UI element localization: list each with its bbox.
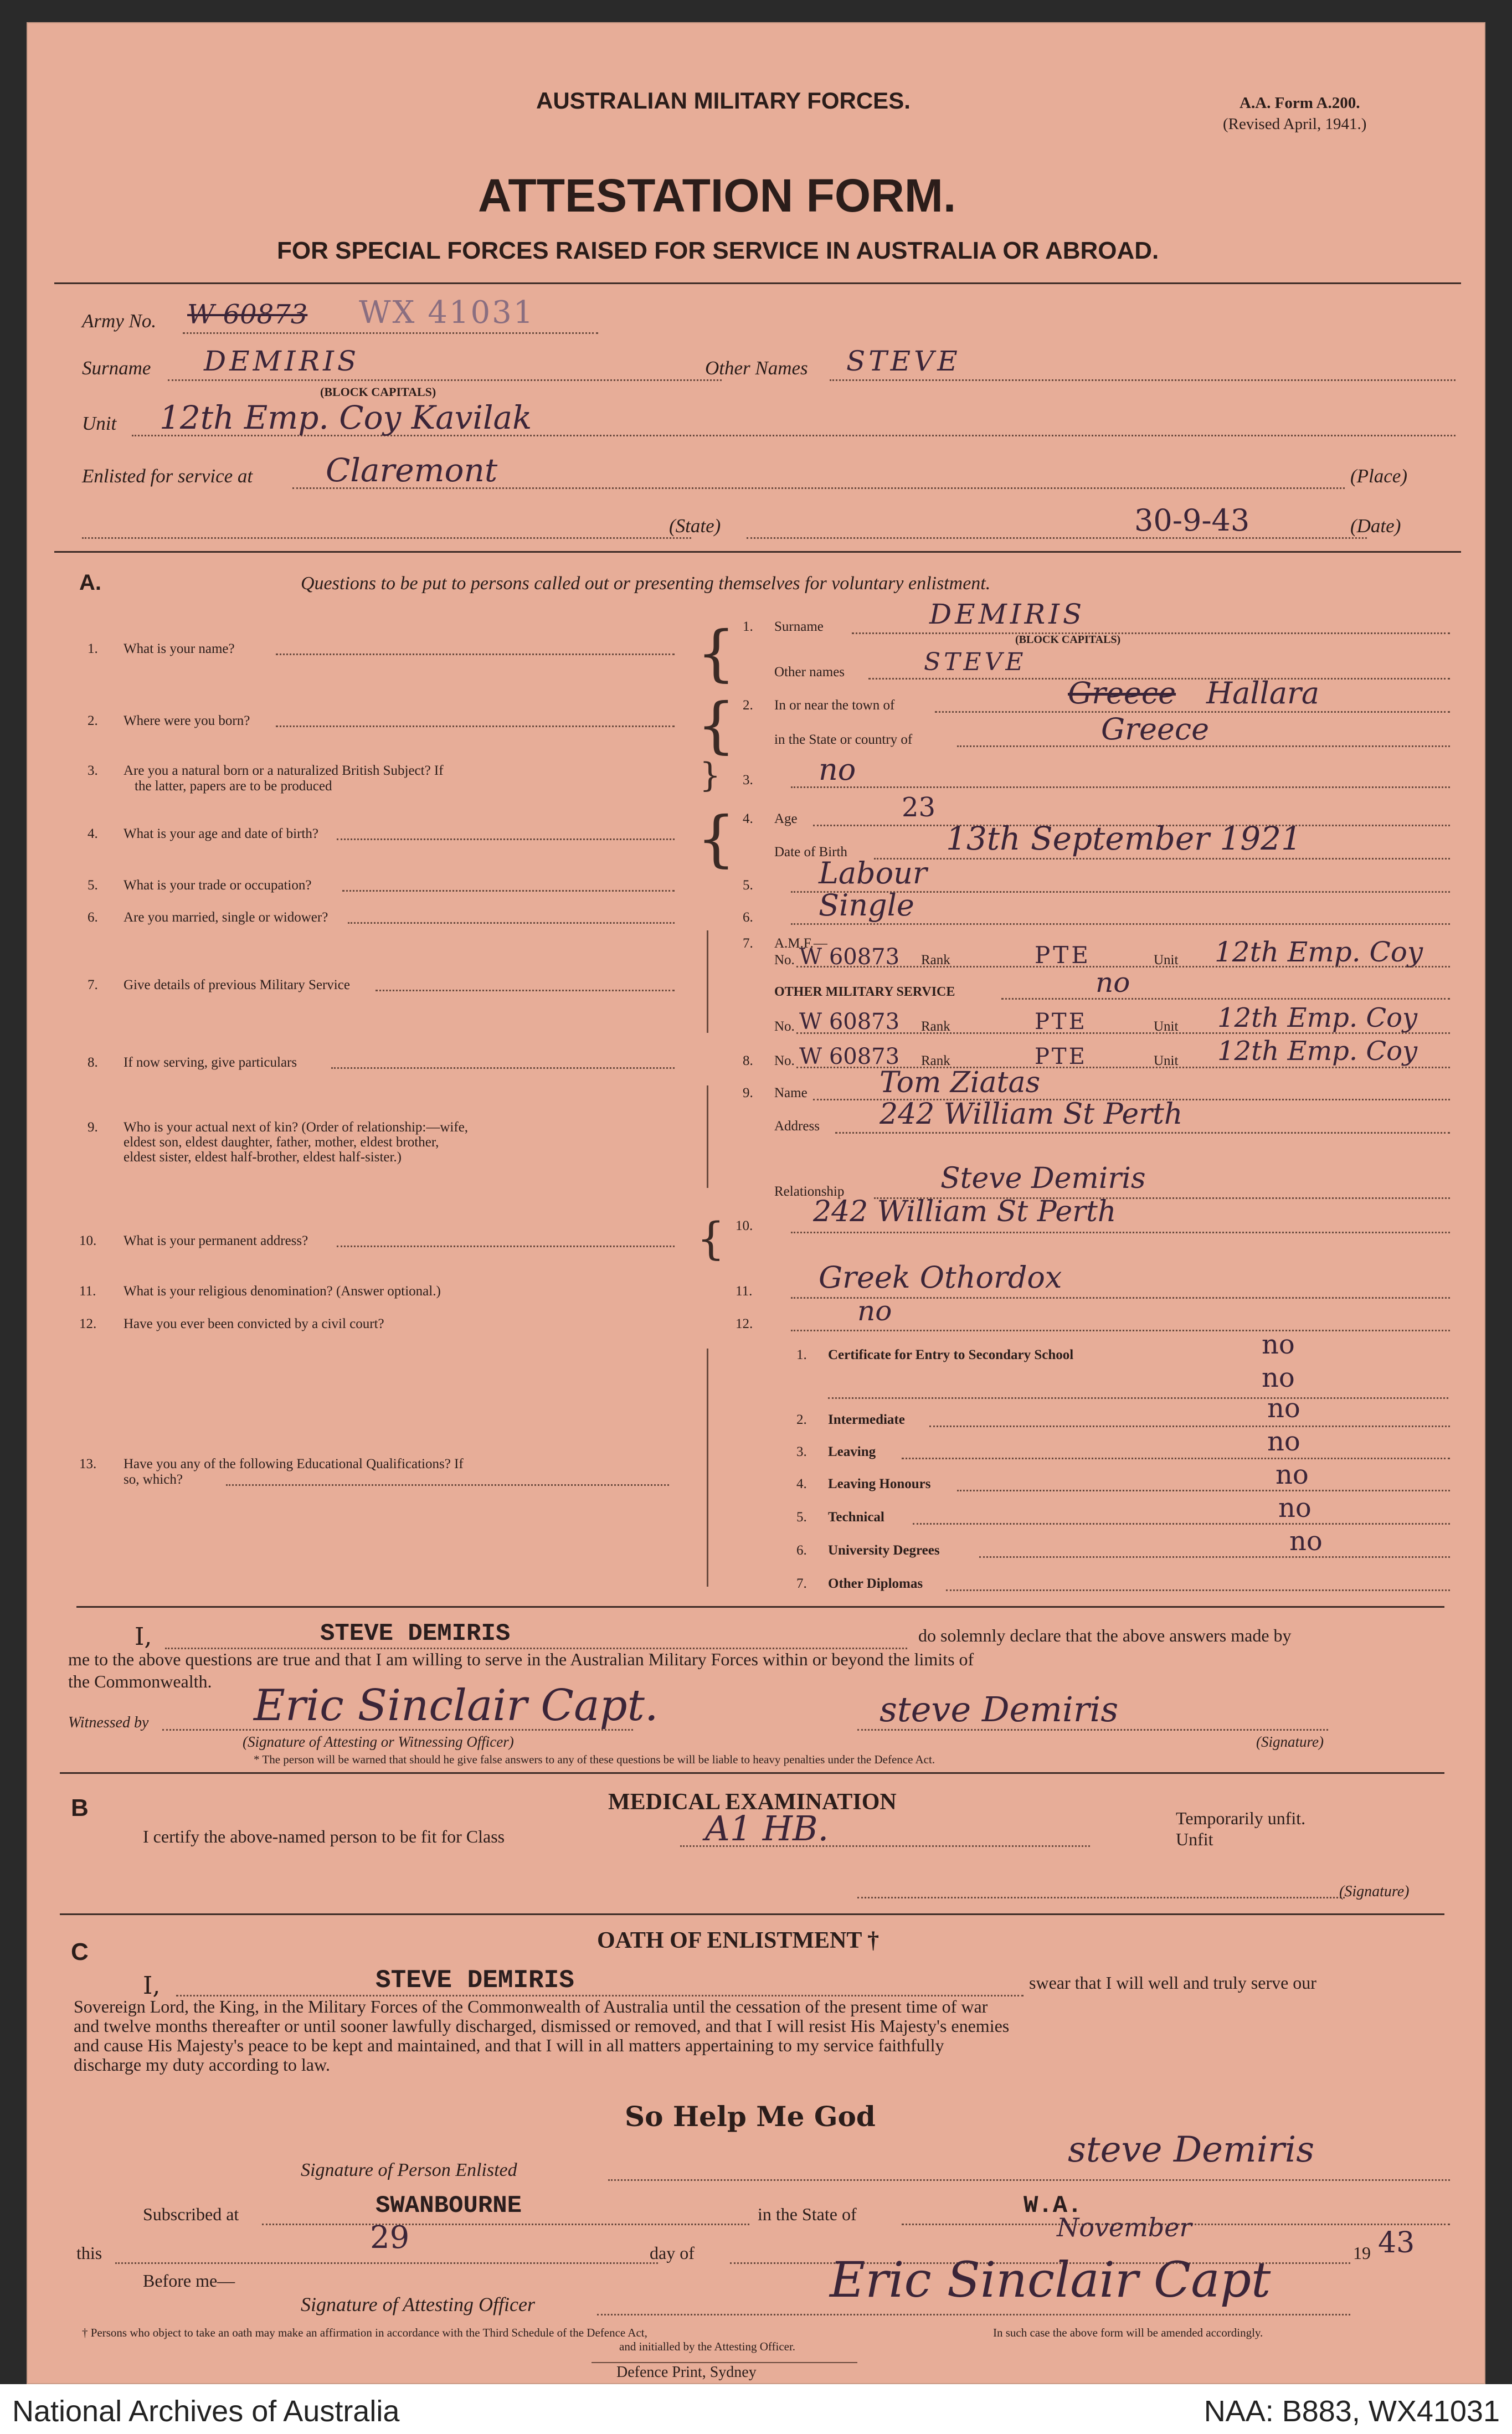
q13-leader	[226, 1484, 669, 1486]
edu1-number: 1.	[796, 1347, 807, 1362]
declaration-text-1: do solemnly declare that the above answers made by	[918, 1625, 1292, 1645]
nok-addr-label: Address	[774, 1119, 820, 1134]
edu7-label: Other Diplomas	[828, 1576, 923, 1591]
edu3-value: no	[1267, 1426, 1300, 1457]
a11-number: 11.	[736, 1284, 753, 1299]
a2-number: 2.	[743, 698, 753, 713]
a3-number: 3.	[743, 773, 753, 788]
medical-signature-caption: (Signature)	[1339, 1883, 1410, 1900]
a8-no-label: No.	[774, 1053, 795, 1068]
witness-signature: Eric Sinclair Capt.	[254, 1681, 659, 1731]
a4-number: 4.	[743, 811, 753, 826]
edu4-label: Leaving Honours	[828, 1476, 931, 1491]
oath-name: STEVE DEMIRIS	[376, 1966, 574, 1995]
unfit-label: Unfit	[1176, 1829, 1213, 1849]
a9-number: 9.	[743, 1085, 753, 1100]
edu5-value: no	[1278, 1493, 1312, 1524]
q3-brace: }	[700, 756, 721, 795]
this-label: this	[76, 2243, 102, 2263]
day-line	[115, 2262, 658, 2264]
a4-dob-label: Date of Birth	[774, 845, 847, 860]
a8-unit-value: 12th Emp. Coy	[1217, 1036, 1418, 1067]
a5-value: Labour	[819, 856, 927, 891]
q10-text: What is your permanent address?	[124, 1233, 308, 1248]
q3-text-a: Are you a natural born or a naturalized British Subject? If	[124, 763, 444, 778]
a7b-rank-label: Rank	[921, 1019, 950, 1034]
army-no-label: Army No.	[82, 310, 157, 332]
attesting-sig-caption: (Signature of Attesting or Witnessing Officer)	[243, 1733, 514, 1750]
edu3-line	[902, 1458, 1450, 1459]
section-c-letter: C	[71, 1938, 89, 1965]
a12-number: 12.	[736, 1316, 753, 1331]
place-label: (Place)	[1350, 465, 1407, 487]
a6-line	[791, 923, 1450, 925]
q12-number: 12.	[79, 1316, 97, 1331]
q13-bracket	[707, 1349, 708, 1587]
section-b-letter: B	[71, 1794, 89, 1821]
a8-unit-label: Unit	[1154, 1053, 1179, 1068]
declaration-divider	[76, 1606, 1444, 1608]
edu6-value: no	[1289, 1526, 1323, 1557]
a2-state-value: Greece	[1101, 712, 1210, 747]
surname-label: Surname	[82, 357, 151, 379]
army-no-line	[183, 332, 598, 334]
q9-text-c: eldest sister, eldest half-brother, eldest half-sister.)	[124, 1150, 402, 1165]
surname-value: DEMIRIS	[204, 345, 360, 377]
q4-text: What is your age and date of birth?	[124, 826, 318, 841]
q8-text: If now serving, give particulars	[124, 1055, 297, 1070]
unit-label: Unit	[82, 413, 117, 434]
q2-leader	[276, 725, 675, 727]
oath-para-1: Sovereign Lord, the King, in the Military Forces of the Commonwealth of Australia until the cessation of the present time of war	[74, 1996, 988, 2016]
q10-number: 10.	[79, 1233, 97, 1248]
a8-rank-value: PTE	[1035, 1044, 1087, 1069]
so-help-me-god: So Help Me God	[625, 2100, 876, 2133]
forces-heading: AUSTRALIAN MILITARY FORCES.	[536, 88, 911, 114]
q4-number: 4.	[88, 826, 98, 841]
a12-line	[791, 1330, 1450, 1331]
sig-enlisted-line	[608, 2179, 1450, 2181]
oath-i: I,	[143, 1972, 161, 2000]
other-mil-label: OTHER MILITARY SERVICE	[774, 985, 955, 999]
q5-leader	[342, 890, 675, 892]
nok-addr-value: 242 William St Perth	[880, 1098, 1183, 1131]
a12-value: no	[857, 1295, 892, 1327]
edu1b-value: no	[1262, 1362, 1295, 1393]
archive-name: National Archives of Australia	[12, 2395, 400, 2428]
q7-leader	[376, 990, 675, 991]
other-mil-line	[1001, 998, 1450, 1000]
header-divider	[54, 282, 1461, 284]
a7-number: 7.	[743, 936, 753, 951]
edu1b-line	[828, 1397, 1448, 1399]
state-label: (State)	[669, 515, 721, 537]
attestation-form-sheet	[27, 22, 1485, 2384]
a6-number: 6.	[743, 910, 753, 925]
edu2-value: no	[1267, 1393, 1300, 1424]
army-no-value: W 60873	[187, 299, 308, 330]
edu6-number: 6.	[796, 1543, 807, 1558]
oath-para-4: discharge my duty according to law.	[74, 2055, 330, 2075]
edu7-number: 7.	[796, 1576, 807, 1591]
q1-brace: {	[697, 617, 736, 688]
q8-leader	[331, 1067, 675, 1069]
signature-caption: (Signature)	[1256, 1733, 1324, 1750]
a2-town-label: In or near the town of	[774, 698, 895, 713]
section-a-divider	[54, 551, 1461, 553]
a1-number: 1.	[743, 619, 753, 634]
a2-state-label: in the State or country of	[774, 732, 913, 747]
q11-text: What is your religious denomination? (Answer optional.)	[124, 1284, 441, 1299]
q3-text-b: the latter, papers are to be produced	[135, 779, 332, 794]
q1-leader	[276, 653, 675, 655]
q5-number: 5.	[88, 878, 98, 893]
q6-number: 6.	[88, 910, 98, 925]
edu3-number: 3.	[796, 1444, 807, 1459]
oath-footnote-2: In such case the above form will be amended accordingly.	[993, 2326, 1263, 2339]
q7-number: 7.	[88, 977, 98, 992]
nok-name-value: Tom Ziatas	[880, 1066, 1041, 1099]
edu1-label: Certificate for Entry to Secondary School	[828, 1347, 1074, 1362]
edu2-label: Intermediate	[828, 1412, 905, 1427]
oath-swear-text: swear that I will well and truly serve our	[1029, 1973, 1316, 1993]
a7-no-label: No.	[774, 953, 795, 968]
sig-officer-line	[597, 2314, 1350, 2315]
section-c-divider	[60, 1913, 1444, 1915]
year-value: 43	[1378, 2226, 1415, 2260]
q11-number: 11.	[79, 1284, 96, 1299]
before-me-label: Before me—	[143, 2271, 235, 2291]
a8-rank-label: Rank	[921, 1053, 950, 1068]
a8-number: 8.	[743, 1053, 753, 1068]
medical-certify-text: I certify the above-named person to be fit for Class	[143, 1826, 505, 1846]
day-value: 29	[370, 2220, 410, 2256]
a8-no-value: W 60873	[799, 1044, 900, 1069]
section-b-heading: MEDICAL EXAMINATION	[608, 1789, 897, 1815]
declaration-text-2: me to the above questions are true and that I am willing to serve in the Australian Military Forces within or beyond the limits of	[68, 1649, 974, 1669]
sig-officer-value: Eric Sinclair Capt	[830, 2251, 1271, 2308]
edu2-number: 2.	[796, 1412, 807, 1427]
nok-rel-label: Relationship	[774, 1184, 845, 1199]
a7-rank-value: PTE	[1035, 941, 1091, 969]
q12-text: Have you ever been convicted by a civil court?	[124, 1316, 384, 1331]
section-b-divider	[60, 1772, 1444, 1774]
unit-value: 12th Emp. Coy Kavilak	[160, 399, 532, 436]
a10-line	[791, 1232, 1450, 1233]
nok-addr-line	[835, 1132, 1450, 1134]
edu6-line	[979, 1556, 1450, 1558]
medical-class-value: A1 HB.	[705, 1808, 829, 1849]
subscribed-line	[262, 2224, 749, 2225]
section-a-letter: A.	[79, 570, 101, 595]
enlisted-label: Enlisted for service at	[82, 465, 253, 487]
date-value: 30-9-43	[1134, 503, 1250, 538]
nok-name-label: Name	[774, 1085, 808, 1100]
declaration-text-3: the Commonwealth.	[68, 1671, 212, 1691]
army-no-overstamp: WX 41031	[359, 295, 535, 331]
q9-number: 9.	[88, 1120, 98, 1135]
q6-text: Are you married, single or widower?	[124, 910, 328, 925]
q10-leader	[337, 1246, 675, 1247]
q2-text: Where were you born?	[124, 713, 250, 728]
q6-leader	[348, 922, 675, 924]
printer-imprint: Defence Print, Sydney	[616, 2364, 757, 2381]
a7b-no-label: No.	[774, 1019, 795, 1034]
q8-number: 8.	[88, 1055, 98, 1070]
sig-enlisted-label: Signature of Person Enlisted	[301, 2160, 517, 2180]
edu6-label: University Degrees	[828, 1543, 940, 1558]
q13-text-b: so, which?	[124, 1472, 183, 1487]
declaration-name: STEVE DEMIRIS	[320, 1620, 511, 1648]
q3-number: 3.	[88, 763, 98, 778]
year-prefix: 19	[1353, 2243, 1371, 2263]
a7b-unit-label: Unit	[1154, 1019, 1179, 1034]
a1-surname-value: DEMIRIS	[929, 598, 1086, 630]
q1-text: What is your name?	[124, 641, 235, 656]
edu5-label: Technical	[828, 1510, 884, 1525]
edu4-line	[957, 1490, 1450, 1491]
declarant-signature: steve Demiris	[880, 1689, 1119, 1730]
a1-surname-label: Surname	[774, 619, 824, 634]
other-names-line	[830, 379, 1456, 381]
a7-rank-label: Rank	[921, 953, 950, 968]
temporarily-unfit-label: Temporarily unfit.	[1176, 1808, 1306, 1828]
a7b-unit-value: 12th Emp. Coy	[1217, 1002, 1418, 1033]
surname-line	[168, 379, 722, 381]
q5-text: What is your trade or occupation?	[124, 878, 312, 893]
other-names-value: STEVE	[846, 345, 961, 377]
a7b-no-value: W 60873	[799, 1009, 900, 1035]
q10-brace: {	[697, 1213, 725, 1264]
declaration-warning: * The person will be warned that should he give false answers to any of these questions be will be liable to heavy penalties under the Defence Act.	[254, 1753, 935, 1766]
a11-value: Greek Othordox	[819, 1260, 1062, 1295]
a6-value: Single	[819, 888, 914, 923]
a4-age-label: Age	[774, 811, 798, 826]
other-mil-value: no	[1096, 966, 1130, 999]
date-label: (Date)	[1350, 515, 1401, 537]
a1-other-label: Other names	[774, 665, 845, 680]
subscribed-label: Subscribed at	[143, 2204, 239, 2224]
edu2-line	[929, 1426, 1450, 1427]
a7-no-value: W 60873	[799, 944, 900, 970]
form-number: A.A. Form A.200.	[1240, 94, 1360, 112]
q4-brace: {	[697, 803, 736, 874]
a7b-line	[796, 1032, 1450, 1034]
oath-footnote-1b: and initialled by the Attesting Officer.	[619, 2340, 796, 2353]
a7b-rank-value: PTE	[1035, 1009, 1087, 1035]
amf-label: A.M.F.—	[774, 936, 827, 951]
oath-para-3: and cause His Majesty's peace to be kept and maintained, and that I will in all matters appertaining to my service faithfully	[74, 2035, 944, 2055]
edu4-number: 4.	[796, 1476, 807, 1491]
other-names-label: Other Names	[705, 357, 808, 379]
a1-surname-line	[852, 632, 1450, 634]
sig-officer-label: Signature of Attesting Officer	[301, 2293, 535, 2315]
q2-number: 2.	[88, 713, 98, 728]
enlisted-place-value: Claremont	[326, 451, 498, 489]
section-a-heading: Questions to be put to persons called out or presenting themselves for voluntary enlistment.	[301, 573, 991, 594]
a5-number: 5.	[743, 878, 753, 893]
a3-line	[791, 786, 1450, 788]
nok-rel-value: Steve Demiris	[940, 1162, 1146, 1195]
month-value: November	[1057, 2212, 1192, 2242]
day-of-label: day of	[650, 2243, 695, 2263]
date-line	[747, 537, 1367, 539]
printer-rule	[592, 2362, 857, 2363]
block-capitals-note: (BLOCK CAPITALS)	[320, 385, 436, 399]
witnessed-label: Witnessed by	[68, 1714, 149, 1731]
a7-unit-label: Unit	[1154, 953, 1179, 968]
q7-bracket	[707, 930, 708, 1033]
a4-dob-line	[874, 858, 1450, 860]
archive-reference: NAA: B883, WX41031	[1204, 2395, 1500, 2428]
a4-age-value: 23	[902, 792, 936, 823]
archive-footer	[0, 2384, 1512, 2434]
edu3-label: Leaving	[828, 1444, 876, 1459]
oath-footnote-1: † Persons who object to take an oath may make an affirmation in accordance with the Third Schedule of the Defence Act,	[82, 2326, 647, 2339]
edu4-value: no	[1276, 1459, 1309, 1490]
state-line	[82, 537, 691, 539]
state-value: W.A.	[1024, 2192, 1082, 2220]
declaration-i: I,	[135, 1623, 152, 1651]
a3-value: no	[819, 752, 856, 787]
edu7-line	[946, 1589, 1450, 1591]
medical-signature-line	[857, 1897, 1345, 1898]
edu5-line	[913, 1523, 1450, 1525]
a2-town-struck: Greece	[1068, 676, 1176, 711]
subscribed-value: SWANBOURNE	[376, 2192, 522, 2220]
a1-block-capitals: (BLOCK CAPITALS)	[1015, 634, 1121, 646]
edu5-number: 5.	[796, 1510, 807, 1525]
in-state-label: in the State of	[758, 2204, 857, 2224]
q1-number: 1.	[88, 641, 98, 656]
page-subtitle: FOR SPECIAL FORCES RAISED FOR SERVICE IN AUSTRALIA OR ABROAD.	[277, 237, 1159, 264]
q13-text-a: Have you any of the following Educational Qualifications? If	[124, 1457, 464, 1471]
q9-text-a: Who is your actual next of kin? (Order of relationship:—wife,	[124, 1120, 469, 1135]
a10-value: 242 William St Perth	[813, 1195, 1117, 1228]
a1-other-value: STEVE	[924, 648, 1027, 676]
q9-bracket	[707, 1085, 708, 1188]
sig-enlisted-value: steve Demiris	[1068, 2129, 1315, 2170]
q4-leader	[337, 838, 675, 840]
q9-text-b: eldest son, eldest daughter, father, mother, eldest brother,	[124, 1135, 439, 1150]
a2-town-value: Hallara	[1206, 676, 1320, 711]
page-title: ATTESTATION FORM.	[478, 169, 956, 222]
q2-brace: {	[697, 689, 736, 760]
q13-number: 13.	[79, 1457, 97, 1471]
section-c-heading: OATH OF ENLISTMENT †	[597, 1928, 880, 1953]
a7-unit-value: 12th Emp. Coy	[1215, 936, 1423, 968]
a10-number: 10.	[736, 1218, 753, 1233]
oath-para-2: and twelve months thereafter or until sooner lawfully discharged, dismissed or removed, and that I will resist His Majesty's enemies	[74, 2016, 1010, 2036]
edu1-value: no	[1262, 1329, 1295, 1360]
form-revised: (Revised April, 1941.)	[1223, 115, 1367, 133]
a4-dob-value: 13th September 1921	[946, 820, 1302, 857]
q7-text: Give details of previous Military Service	[124, 977, 350, 992]
